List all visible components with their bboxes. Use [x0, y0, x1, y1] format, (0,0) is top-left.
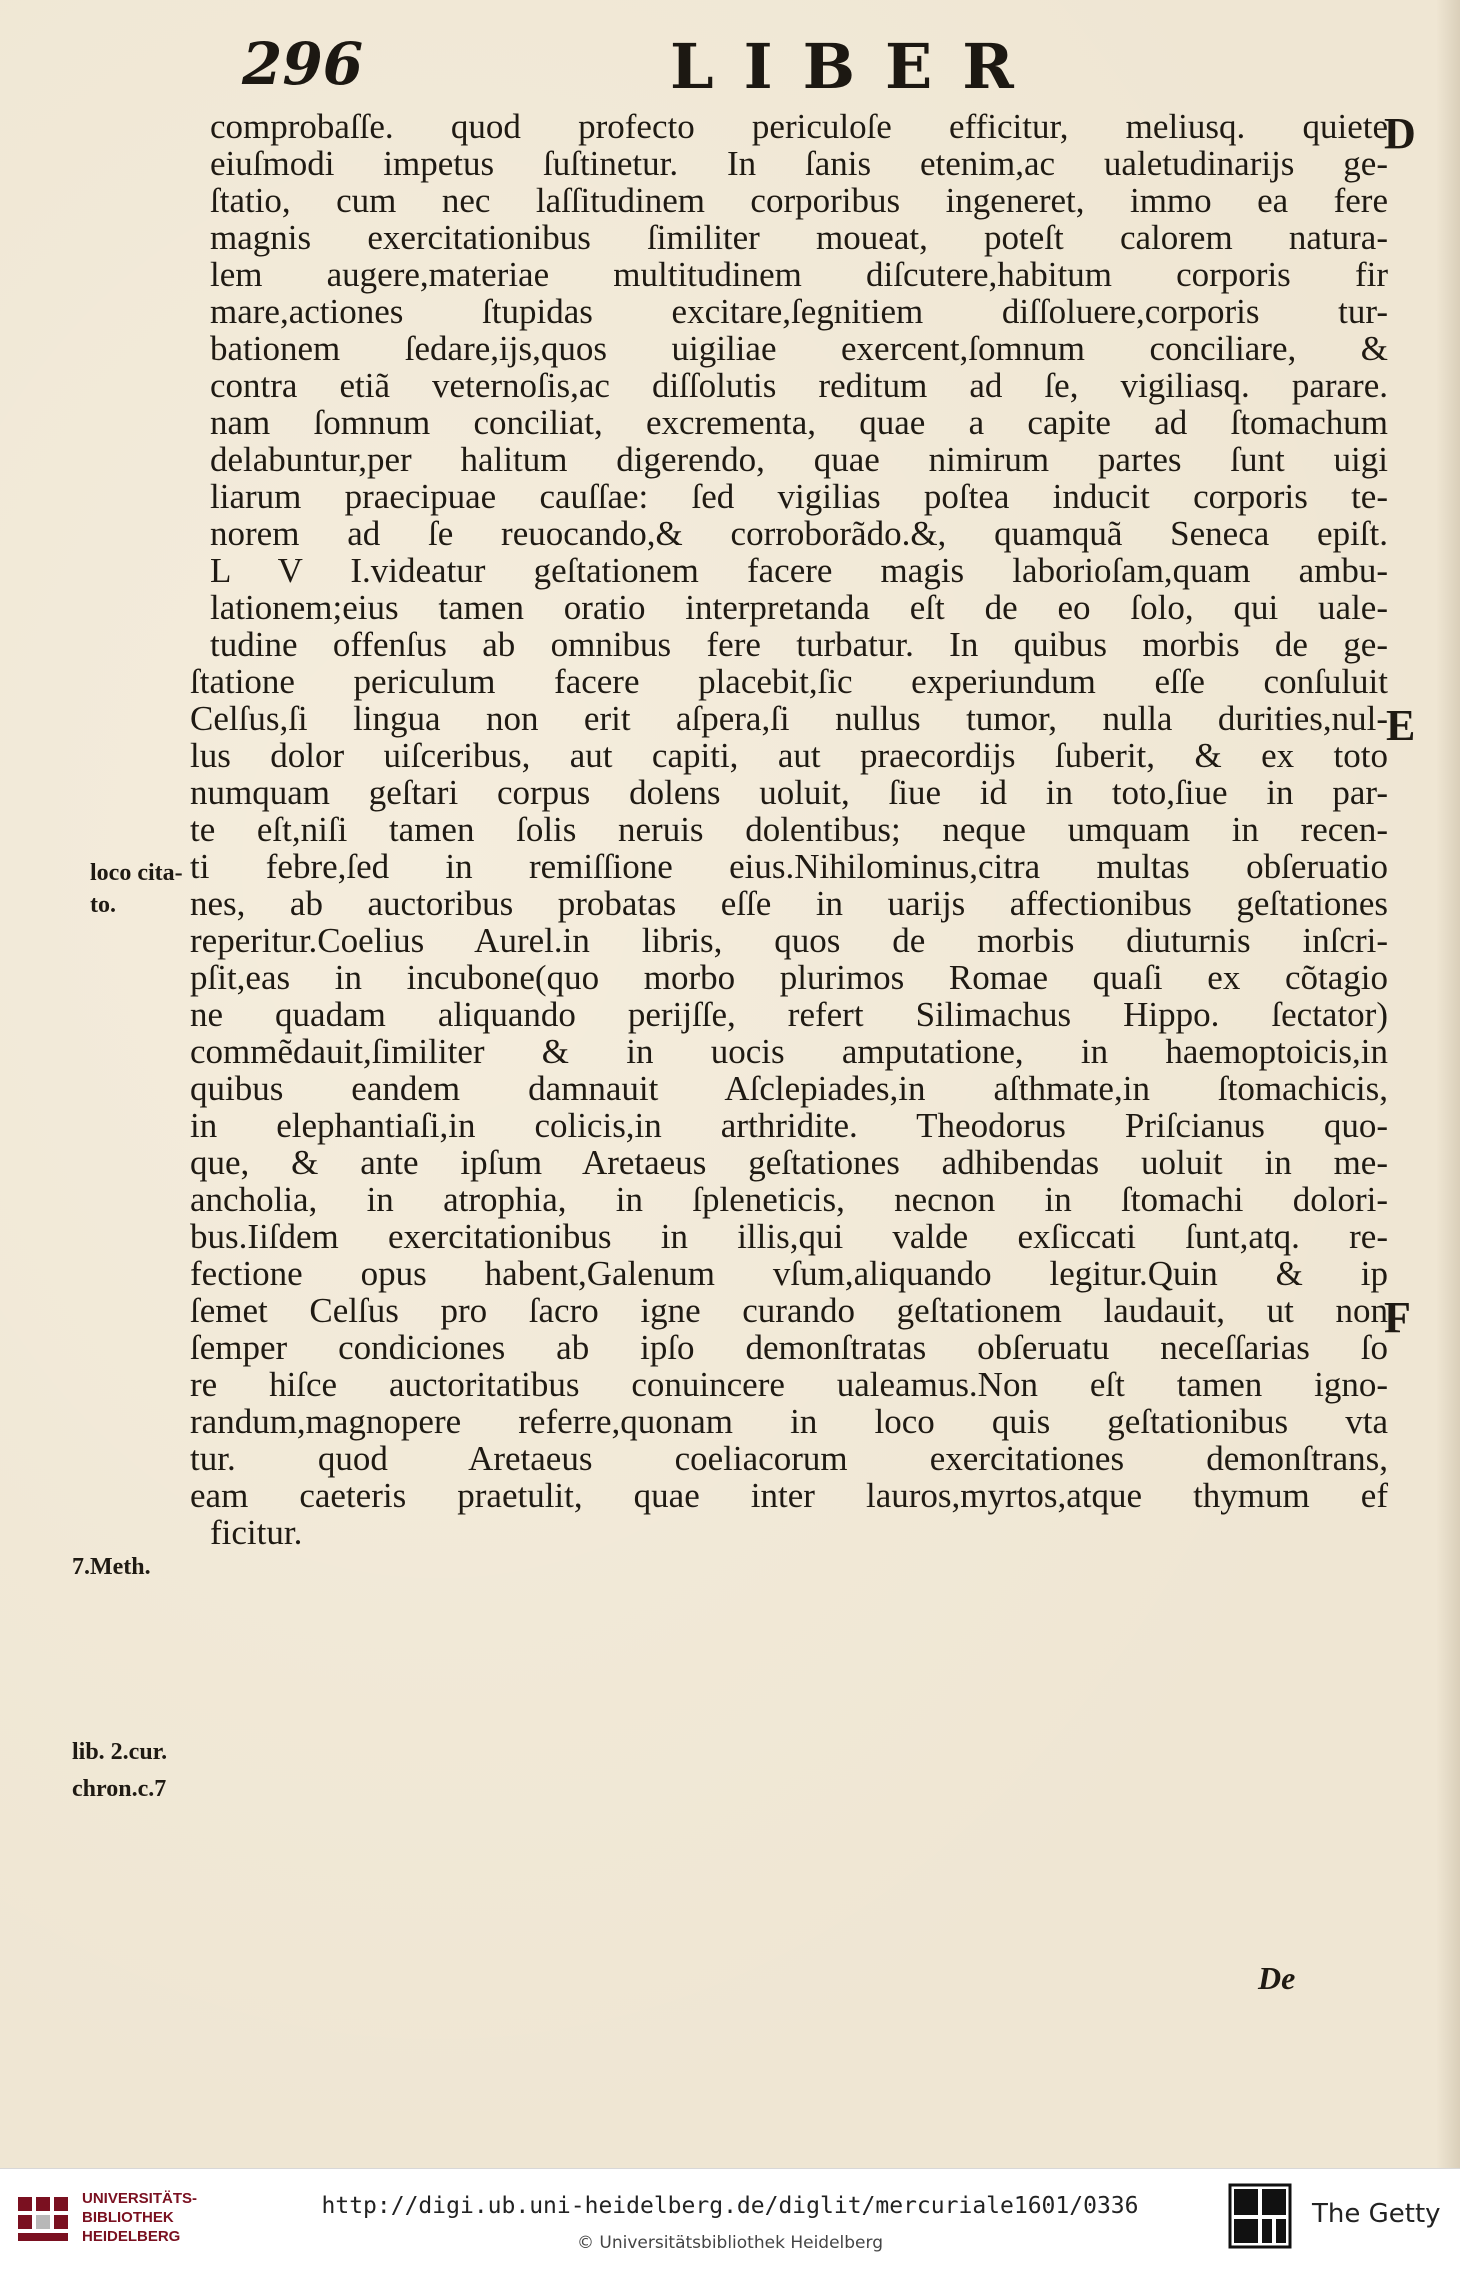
- text-line: te eſt,niſi tamen ſolis neruis dolentibus; neque umquam in recen-: [190, 810, 1388, 849]
- text-line: contra etiã veternoſis,ac diſſolutis reditum ad ſe, vigiliasq. parare.: [210, 366, 1388, 405]
- text-line: ne quadam aliquando perijſſe, refert Silimachus Hippo. ſectator): [190, 995, 1388, 1034]
- running-head: LIBER: [670, 30, 1044, 103]
- side-note-loco-citato-cont: to.: [90, 892, 116, 918]
- text-line: ſtatio, cum nec laſſitudinem corporibus ingeneret, immo ea fere: [210, 181, 1388, 220]
- text-line: bationem ſedare,ijs,quos uigiliae exercent,ſomnum conciliare, &: [210, 329, 1388, 368]
- permalink-url[interactable]: http://digi.ub.uni-heidelberg.de/diglit/mercuriale1601/0336: [321, 2193, 1139, 2219]
- text-line: lus dolor uiſceribus, aut capiti, aut praecordijs ſuberit, & ex toto: [190, 736, 1388, 775]
- getty-logo-icon: [1228, 2183, 1292, 2249]
- text-line: eiuſmodi impetus ſuſtinetur. In ſanis etenim,ac ualetudinarijs ge-: [210, 144, 1388, 183]
- text-line: eam caeteris praetulit, quae inter lauros,myrtos,atque thymum ef: [190, 1476, 1388, 1515]
- text-line: nes, ab auctoribus probatas eſſe in uarijs affectionibus geſtationes: [190, 884, 1388, 923]
- institution-line: BIBLIOTHEK: [82, 2209, 174, 2226]
- text-line: magnis exercitationibus ſimiliter moueat, poteſt calorem natura-: [210, 218, 1388, 257]
- text-line: pſit,eas in incubone(quo morbo plurimos Romae quaſi ex cõtagio: [190, 958, 1388, 997]
- text-line: ti febre,ſed in remiſſione eius.Nihilominus,citra multas obſeruatio: [190, 847, 1388, 886]
- margin-letter-e: E: [1386, 701, 1416, 750]
- side-note-chron: chron.c.7: [72, 1776, 167, 1802]
- text-line: liarum praecipuae cauſſae: ſed vigilias poſtea inducit corporis te-: [210, 477, 1388, 516]
- side-note-lib-cur: lib. 2.cur.: [72, 1739, 168, 1765]
- text-line: fectione opus habent,Galenum vſum,aliquando legitur.Quin & ip: [190, 1254, 1388, 1293]
- text-line: Celſus,ſi lingua non erit aſpera,ſi nullus tumor, nulla durities,nul-: [190, 699, 1388, 738]
- footer-bar: [0, 2168, 1460, 2271]
- text-line: ancholia, in atrophia, in ſpleneticis, necnon in ſtomachi dolori-: [190, 1180, 1388, 1219]
- text-line: re hiſce auctoritatibus conuincere ualeamus.Non eſt tamen igno-: [190, 1365, 1388, 1404]
- text-line: ſemper condiciones ab ipſo demonſtratas obſeruatu neceſſarias ſo: [190, 1328, 1388, 1367]
- text-line: quibus eandem damnauit Aſclepiades,in aſthmate,in ſtomachicis,: [190, 1069, 1388, 1108]
- side-note-loco-citato: loco cita-: [90, 860, 183, 886]
- text-line: randum,magnopere referre,quonam in loco quis geſtationibus vta: [190, 1402, 1388, 1441]
- body-text: [190, 107, 1388, 1552]
- text-line: nam ſomnum conciliat, excrementa, quae a capite ad ſtomachum: [210, 403, 1388, 442]
- text-line: lem augere,materiae multitudinem diſcutere,habitum corporis fir: [210, 255, 1388, 294]
- text-line: ſtatione periculum facere placebit,ſic experiundum eſſe conſuluit: [190, 662, 1388, 701]
- text-line: tur. quod Aretaeus coeliacorum exercitationes demonſtrans,: [190, 1439, 1388, 1478]
- institution-line: HEIDELBERG: [82, 2228, 181, 2245]
- copyright-notice: © Universitätsbibliothek Heidelberg: [576, 2233, 883, 2253]
- side-note-meth: 7.Meth.: [72, 1554, 151, 1580]
- text-line: delabuntur,per halitum digerendo, quae nimirum partes ſunt uigi: [210, 440, 1388, 479]
- text-line: ſemet Celſus pro ſacro igne curando geſtationem laudauit, ut non: [190, 1291, 1388, 1330]
- text-line: L V I.videatur geſtationem facere magis laborioſam,quam ambu-: [210, 551, 1388, 590]
- catchword: De: [1258, 1960, 1296, 1996]
- text-line: lationem;eius tamen oratio interpretanda eſt de eo ſolo, qui uale-: [210, 588, 1388, 627]
- institution-line: UNIVERSITÄTS-: [82, 2190, 198, 2207]
- text-line: commẽdauit,ſimiliter & in uocis amputatione, in haemoptoicis,in: [190, 1032, 1388, 1071]
- text-line: ficitur.: [210, 1513, 303, 1552]
- text-line: bus.Iiſdem exercitationibus in illis,qui valde exſiccati ſunt,atq. re-: [190, 1217, 1388, 1256]
- text-line: norem ad ſe reuocando,& corroborãdo.&, quamquã Seneca epiſt.: [210, 514, 1388, 553]
- text-line: mare,actiones ſtupidas excitare,ſegnitiem diſſoluere,corporis tur-: [210, 292, 1388, 331]
- getty-name: The Getty: [1312, 2199, 1441, 2229]
- margin-letter-d: D: [1384, 109, 1416, 158]
- page-number: 296: [242, 30, 364, 98]
- text-line: comprobaſſe. quod profecto periculoſe efficitur, meliusq. quiete: [210, 107, 1388, 146]
- text-line: in elephantiaſi,in colicis,in arthridite. Theodorus Priſcianus quo-: [190, 1106, 1388, 1145]
- text-line: numquam geſtari corpus dolens uoluit, ſiue id in toto,ſiue in par-: [190, 773, 1388, 812]
- text-line: reperitur.Coelius Aurel.in libris, quos de morbis diuturnis inſcri-: [190, 921, 1388, 960]
- text-line: que, & ante ipſum Aretaeus geſtationes adhibendas uoluit in me-: [190, 1143, 1388, 1182]
- text-line: tudine offenſus ab omnibus fere turbatur. In quibus morbis de ge-: [210, 625, 1388, 664]
- margin-letter-f: F: [1384, 1293, 1411, 1342]
